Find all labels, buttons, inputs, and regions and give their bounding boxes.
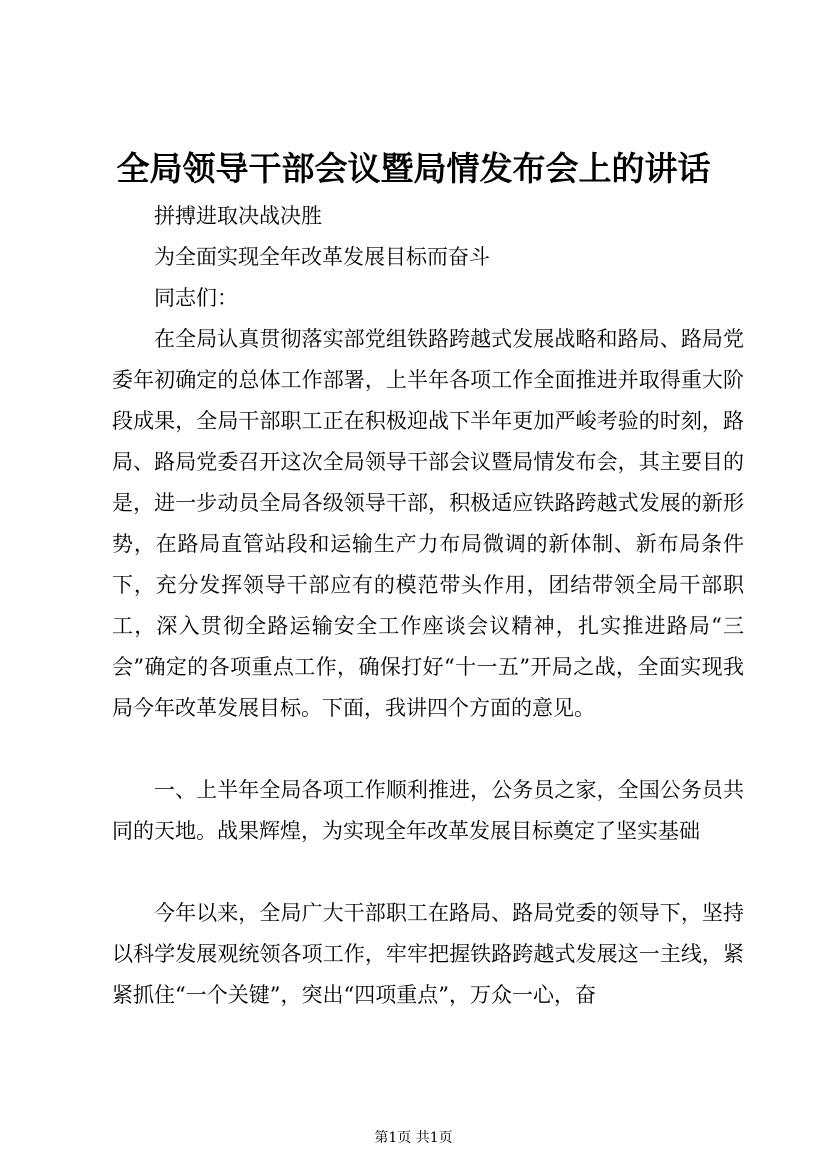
subtitle-line-1: 拼搏进取决战决胜 (154, 204, 322, 228)
salutation: 同志们： (154, 286, 238, 310)
subtitle-line-2: 为全面实现全年改革发展目标而奋斗 (154, 245, 490, 269)
document-title: 全局领导干部会议暨局情发布会上的讲话 (116, 149, 711, 188)
page-footer: 第1页 共1页 (374, 1130, 453, 1146)
paragraph-section-one: 今年以来，全局广大干部职工在路局、路局党委的领导下，坚持以科学发展观统领各项工作，牢牢把握铁路跨越式发展这一主线，紧紧抓住“一个关键”，突出“四项重点”，万众一心，奋 (112, 901, 744, 1007)
section-heading-one: 一、上半年全局各项工作顺利推进，公务员之家，全国公务员共同的天地。战果辉煌，为实现全年改革发展目标奠定了坚实基础 (112, 778, 744, 843)
paragraph-opening: 在全局认真贯彻落实部党组铁路跨越式发展战略和路局、路局党委年初确定的总体工作部署，上半年各项工作全面推进并取得重大阶段成果，全局干部职工正在积极迎战下半年更加严峻考验的时刻，路局、路局党委召开这次全局领导干部会议暨局情发布会，其主要目的是，进一步动员全局各级领导干部，积极适应铁路跨越式发展的新形势，在路局直管站段和运输生产力布局微调的新体制、新布局条件下，充分发挥领导干部应有的模范带头作用，团结带领全局干部职工，深入贯彻全路运输安全工作座谈会议精神，扎实推进路局“三会”确定的各项重点工作，确保打好“十一五”开局之战，全面实现我局今年改革发展目标。下面，我讲四个方面的意见。 (112, 327, 744, 720)
